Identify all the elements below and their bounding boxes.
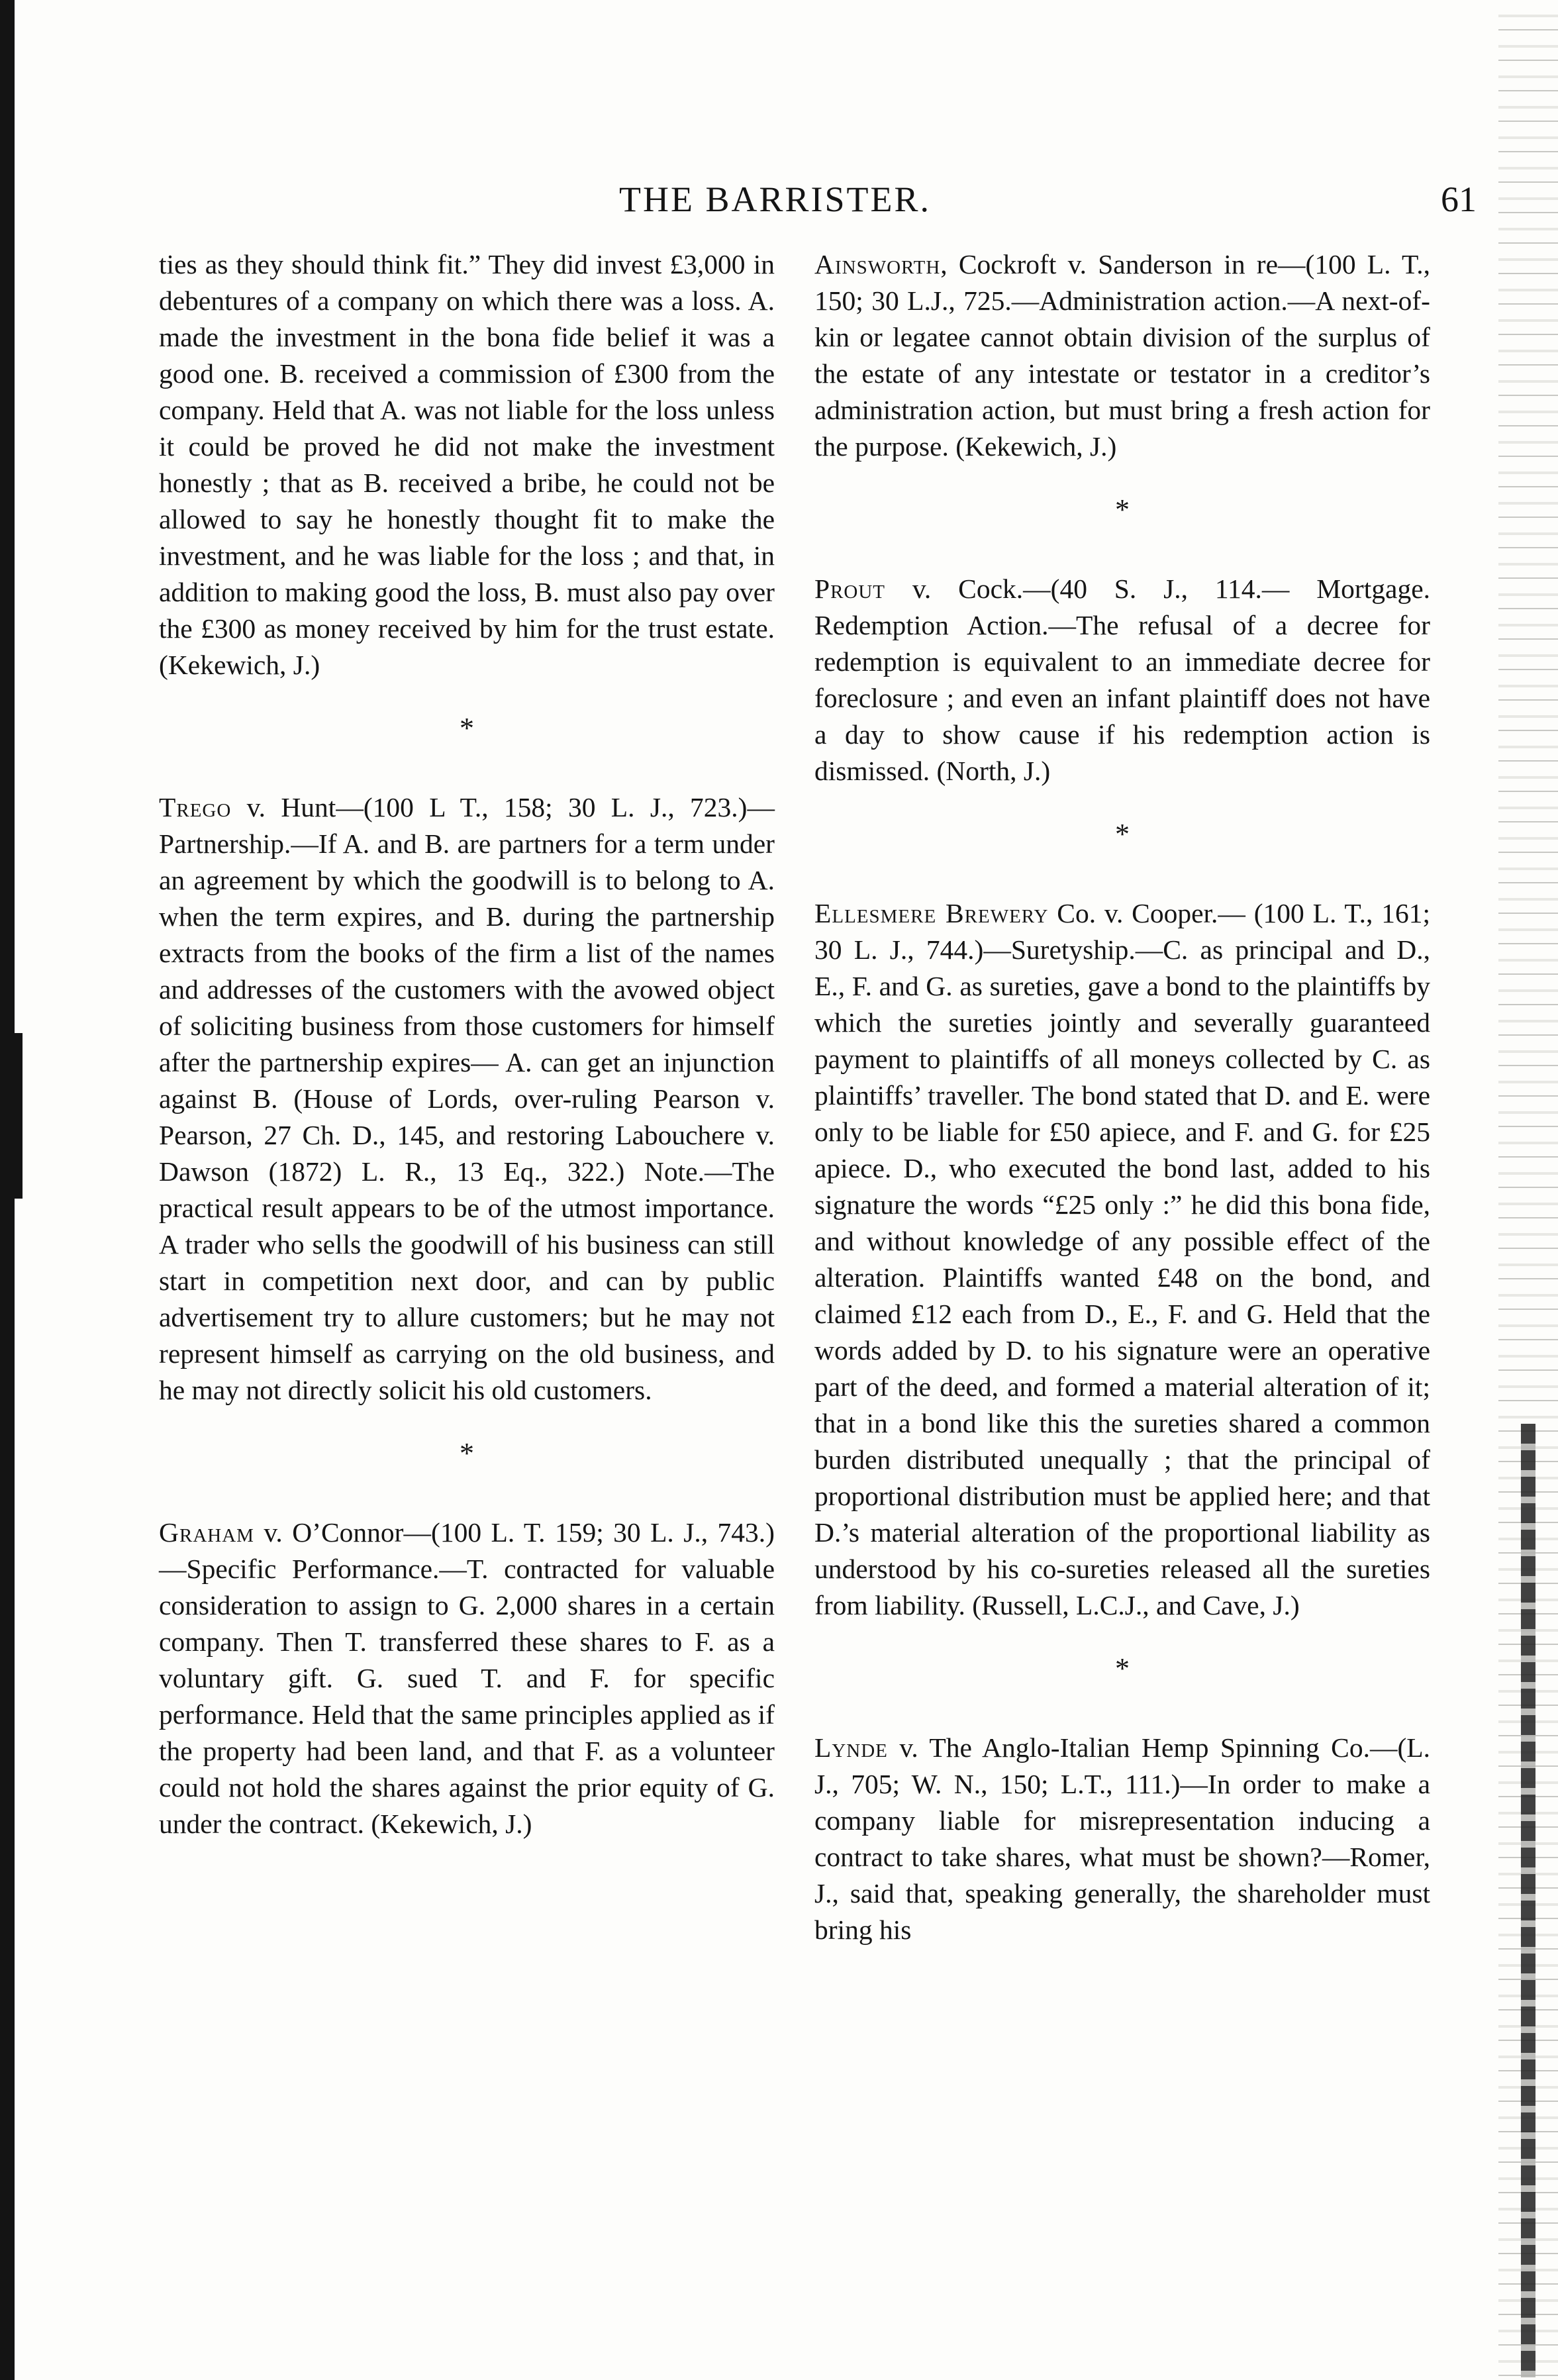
scan-left-notch — [0, 1033, 23, 1199]
case-text: v. O’Connor—(100 L. T. 159; 30 L. J., 743.)—Specific Performance.—T. contracted for valuable consideration to assign to G. 2,000 shares in a certain company. Then T. transferred these shares to F. as a voluntary gift. G. sued T. and F. for specific performance. Held that the same principles applied as if the property had been land, and that F. as a volunteer could not hold the shares against the prior equity of G. under the contract. (Kekewich, J.) — [159, 1517, 775, 1839]
section-separator: * — [1115, 818, 1130, 850]
case-name: Ellesmere Brewery — [814, 898, 1049, 928]
case-trego-v-hunt — [159, 789, 775, 1409]
case-text: , Cockroft v. Sanderson in re—(100 L. T., 150; 30 L.J., 725.—Administration action.—A next-of-kin or legatee cannot obtain division of the surplus of the estate of any intestate or testator in a creditor’s administration action, but must bring a fresh action for the purpose. (Kekewich, J.) — [814, 249, 1430, 462]
section-separator: * — [1115, 493, 1130, 526]
running-title: THE BARRISTER. — [619, 179, 932, 219]
case-prout-v-cock — [814, 571, 1430, 789]
case-name: Graham — [159, 1517, 254, 1548]
case-lynde — [814, 1730, 1430, 1948]
case-ellesmere-brewery — [814, 895, 1430, 1624]
page-number: 61 — [1441, 179, 1477, 219]
case-text: Co. v. Cooper.— (100 L. T., 161; 30 L. J., 744.)—Suretyship.—C. as principal and D., E., F. and G. as sureties, gave a bond to the plaintiffs by which the sureties jointly and severally guaranteed payment to plaintiffs of all moneys collected by C. as plaintiffs’ traveller. The bond stated that D. and E. were only to be liable for £50 apiece, and F. and G. for £25 apiece. D., who executed the bond last, added to his signature the words “£25 only :” he did this bona fide, and without knowledge of any possible effect of the alteration. Plaintiffs wanted £48 on the bond, and claimed £12 each from D., E., F. and G. Held that the words added by D. to his signature were an operative part of the deed, and formed a material alteration of it; that in a bond like this the sureties shared a common burden distributed unequally ; that the principal of proportional distribution must be applied here; and that D.’s material alteration of the proportional liability as understood by his co-sureties released all the sureties from liability. (Russell, L.C.J., and Cave, J.) — [814, 898, 1430, 1620]
case-name: Prout — [814, 573, 886, 604]
section-separator: * — [460, 712, 474, 744]
section-separator: * — [1115, 1652, 1130, 1685]
case-text: v. Hunt—(100 L T., 158; 30 L. J., 723.)—Partnership.—If A. and B. are partners for a term under an agreement by which the goodwill is to belong to A. when the term expires, and B. during the partnership extracts from the books of the firm a list of the names and addresses of the customers with the avowed object of soliciting business from those customers for himself after the partnership expires— A. can get an injunction against B. (House of Lords, over-ruling Pearson v. Pearson, 27 Ch. D., 145, and restoring Labouchere v. Dawson (1872) L. R., 13 Eq., 322.) Note.—The practical result appears to be of the utmost importance. A trader who sells the goodwill of his business can still start in competition next door, and can by public advertisement try to allure customers; but he may not represent himself as carrying on the old business, and he may not directly solicit his old customers. — [159, 792, 775, 1405]
case-text: v. Cock.—(40 S. J., 114.— Mortgage. Redemption Action.—The refusal of a decree for redemption is equivalent to an immediate decree for foreclosure ; and even an infant plaintiff does not have a day to show cause if his redemption action is dismissed. (North, J.) — [814, 573, 1430, 786]
case-graham-v-oconnor — [159, 1514, 775, 1842]
case-ainsworth — [814, 246, 1430, 465]
section-separator: * — [460, 1437, 474, 1469]
case-name: Lynde — [814, 1732, 888, 1763]
page-header — [126, 179, 1477, 225]
left-column — [159, 246, 775, 1842]
case-name: Trego — [159, 792, 232, 822]
right-column — [814, 246, 1430, 1948]
case-text: v. The Anglo-Italian Hemp Spinning Co.—(L. J., 705; W. N., 150; L.T., 111.)—In order to make a company liable for misrepresentation inducing a contract to take shares, what must be shown?—Romer, J., said that, speaking generally, the shareholder must bring his — [814, 1732, 1430, 1945]
case-name: Ainsworth — [814, 249, 941, 279]
case-continuation: ties as they should think fit.” They did invest £3,000 in debentures of a company on which there was a loss. A. made the investment in the bona fide belief it was a good one. B. received a commission of £300 from the company. Held that A. was not liable for the loss unless it could be proved he did not make the investment honestly ; that as B. received a bribe, he could not be allowed to say he honestly thought fit to make the investment, and he was liable for the loss ; and that, in addition to making good the loss, B. must also pay over the £300 as money received by him for the trust estate. (Kekewich, J.) — [159, 249, 775, 680]
scan-right-rule — [1521, 1424, 1535, 2377]
